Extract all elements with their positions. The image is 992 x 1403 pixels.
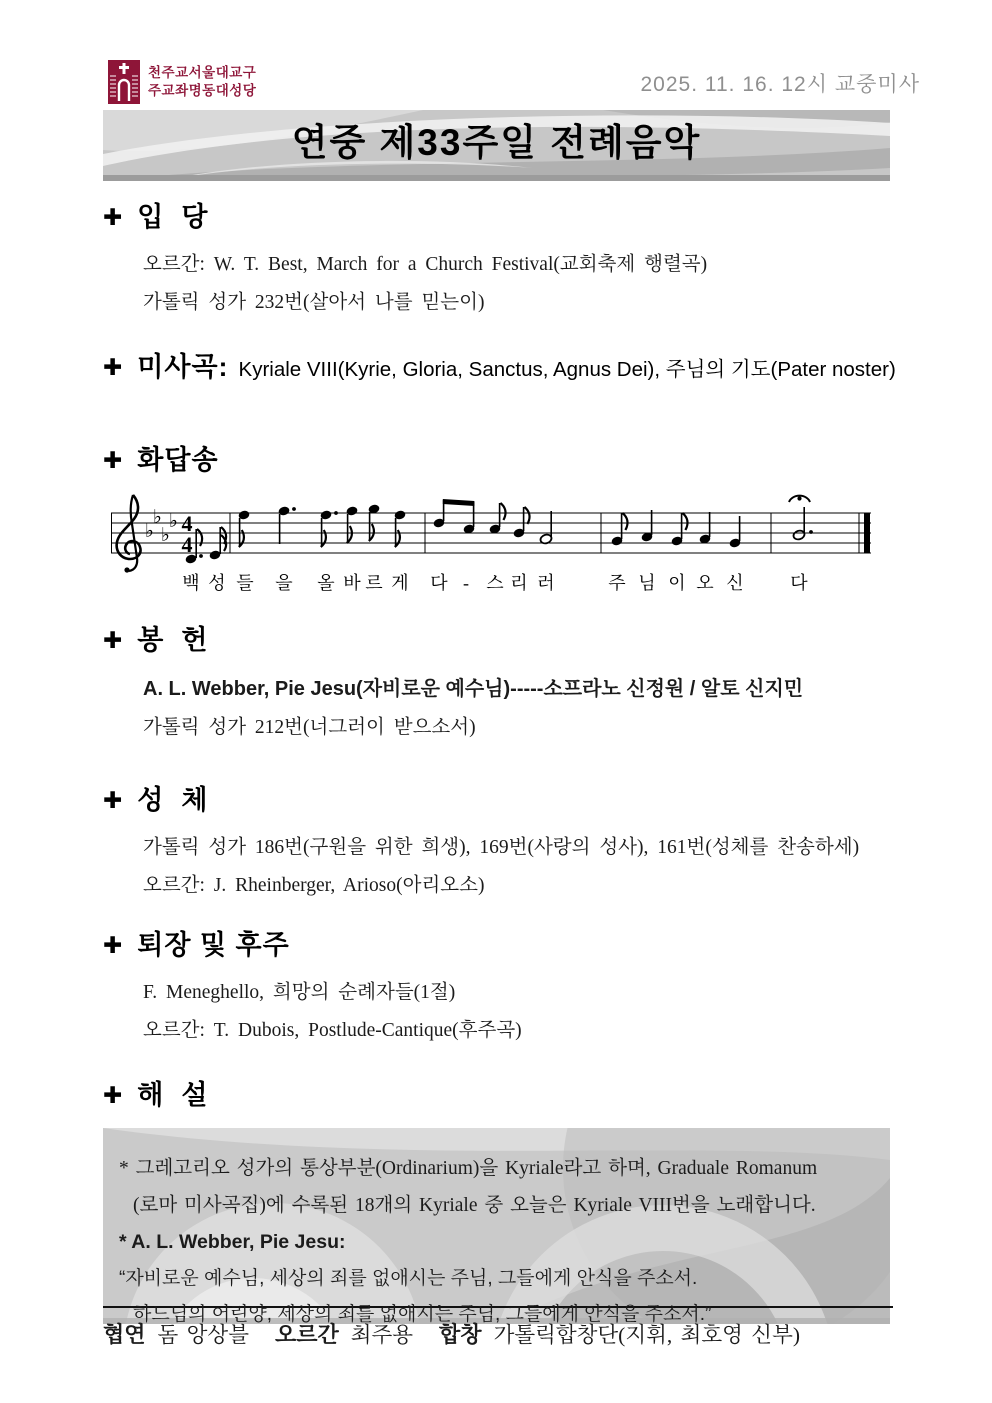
program-line: 가톨릭 성가 212번(너그러이 받으소서) [143, 717, 476, 738]
program-line: 오르간: J. Rheinberger, Arioso(아리오소) [143, 875, 485, 896]
section-recessional [103, 923, 890, 1050]
section-heading [103, 923, 890, 962]
svg-text:4: 4 [181, 532, 193, 557]
svg-text:♭: ♭ [161, 525, 170, 546]
svg-text:백: 백 [182, 573, 200, 593]
section-title: 봉 헌 [137, 625, 209, 655]
program-line: 가톨릭 성가 186번(구원을 위한 희생), 169번(사랑의 성사), 161번(성체를 찬송하세) [143, 837, 860, 858]
cross-icon: ✚ [103, 787, 124, 813]
time-signature [182, 511, 193, 557]
program-line: 오르간: T. Dubois, Postlude-Cantique(후주곡) [143, 1020, 522, 1041]
svg-text:다: 다 [790, 573, 808, 593]
music-score [103, 485, 890, 608]
credit-value: 최주용 [350, 1323, 414, 1347]
section-heading [103, 195, 890, 234]
section-heading [103, 1073, 890, 1112]
svg-text:올: 올 [317, 573, 335, 593]
section-responsorial-psalm [103, 438, 890, 608]
cross-icon: ✚ [103, 932, 124, 958]
svg-text:스: 스 [486, 573, 504, 593]
svg-text:바: 바 [343, 573, 361, 593]
section-commentary [103, 1073, 890, 1324]
section-offertory [103, 618, 890, 747]
mass-date: 2025. 11. 16. 12시 교중미사 [640, 73, 920, 96]
svg-text:성: 성 [208, 573, 226, 593]
cross-icon: ✚ [103, 1082, 124, 1108]
commentary-subtitle: A. L. Webber, Pie Jesu: [131, 1231, 346, 1253]
section-heading [103, 345, 896, 384]
credit-value: 돔 앙상블 [157, 1323, 249, 1347]
commentary-box [103, 1128, 890, 1324]
svg-text:게: 게 [391, 573, 409, 593]
bullet: * [119, 1158, 129, 1179]
section-mass-setting [103, 345, 896, 384]
score-lyrics [182, 572, 808, 593]
mass-setting-detail: Kyriale VIII(Kyrie, Gloria, Sanctus, Agnus Dei), 주님의 기도(Pater noster) [238, 358, 896, 381]
program-line: 오르간: W. T. Best, March for a Church Festival(교회축제 행렬곡) [143, 254, 708, 275]
section-entrance [103, 195, 890, 322]
svg-text:르: 르 [365, 573, 383, 593]
cross-icon: ✚ [103, 627, 124, 653]
svg-text:님: 님 [638, 573, 656, 593]
svg-text:리: 리 [510, 573, 528, 593]
logo-line-1: 천주교서울대교구 [148, 64, 257, 80]
notes [185, 496, 813, 565]
svg-text:♭: ♭ [145, 521, 154, 542]
section-heading [103, 618, 890, 657]
program-line: F. Meneghello, 희망의 순례자들(1절) [143, 982, 456, 1003]
section-title: 퇴장 및 후주 [137, 930, 290, 960]
svg-text:러: 러 [537, 573, 555, 593]
svg-text:-: - [463, 573, 469, 593]
credit-label: 합창 [439, 1322, 482, 1347]
cross-icon: ✚ [103, 447, 124, 473]
treble-clef-icon [117, 495, 141, 573]
svg-text:4: 4 [181, 511, 193, 536]
program-line: 가톨릭 성가 232번(살아서 나를 믿는이) [143, 292, 485, 313]
commentary-line [119, 1150, 872, 1187]
bullet: * [119, 1231, 127, 1253]
commentary-line: (로마 미사곡집)에 수록된 18개의 Kyriale 중 오늘은 Kyriale VIII번을 노래합니다. [133, 1195, 816, 1216]
cross-icon: ✚ [103, 204, 124, 230]
logo-text [148, 64, 256, 100]
svg-text:이: 이 [668, 573, 686, 593]
section-title: 해 설 [137, 1080, 209, 1110]
section-title: 화답송 [137, 445, 219, 475]
commentary-line [119, 1224, 872, 1261]
section-title: 성 체 [137, 785, 209, 815]
offertory-feature-line: A. L. Webber, Pie Jesu(자비로운 예수님)-----소프라노 신정원 / 알토 신지민 [143, 678, 804, 700]
section-heading [103, 778, 890, 817]
svg-text:오: 오 [696, 573, 714, 593]
svg-text:주: 주 [608, 573, 626, 593]
svg-text:을: 을 [275, 573, 293, 593]
credit-label: 협연 [103, 1322, 146, 1347]
credit-label: 오르간 [274, 1322, 339, 1347]
commentary-quote: “자비로운 예수님, 세상의 죄를 없애시는 주님, 그들에게 안식을 주소서. [119, 1268, 698, 1289]
parish-logo [108, 60, 256, 104]
page-title: 연중 제33주일 전례음악 [291, 122, 702, 163]
svg-text:다: 다 [430, 573, 448, 593]
svg-text:신: 신 [726, 573, 744, 593]
section-title: 입 당 [137, 202, 209, 232]
credit-value: 가톨릭합창단(지휘, 최호영 신부) [493, 1323, 801, 1347]
fermata-icon [789, 496, 810, 502]
commentary-text: 그레고리오 성가의 통상부분(Ordinarium)을 Kyriale라고 하며, Graduale Romanum [135, 1158, 818, 1179]
commentary-quote: 하느님의 어린양, 세상의 죄를 없애시는 주님, 그들에게 안식을 주소서.” [133, 1304, 712, 1324]
svg-text:들: 들 [236, 573, 254, 593]
section-heading [103, 438, 890, 477]
section-title: 미사곡: [137, 352, 229, 382]
cross-icon: ✚ [103, 354, 124, 380]
section-communion [103, 778, 890, 905]
svg-text:♭: ♭ [169, 511, 178, 532]
logo-line-2: 주교좌명동대성당 [148, 83, 257, 98]
title-banner [103, 110, 890, 181]
cathedral-cross-emblem-icon [108, 60, 140, 104]
music-staff [103, 485, 890, 603]
svg-text:♭: ♭ [153, 507, 162, 528]
commentary-content [103, 1128, 890, 1324]
